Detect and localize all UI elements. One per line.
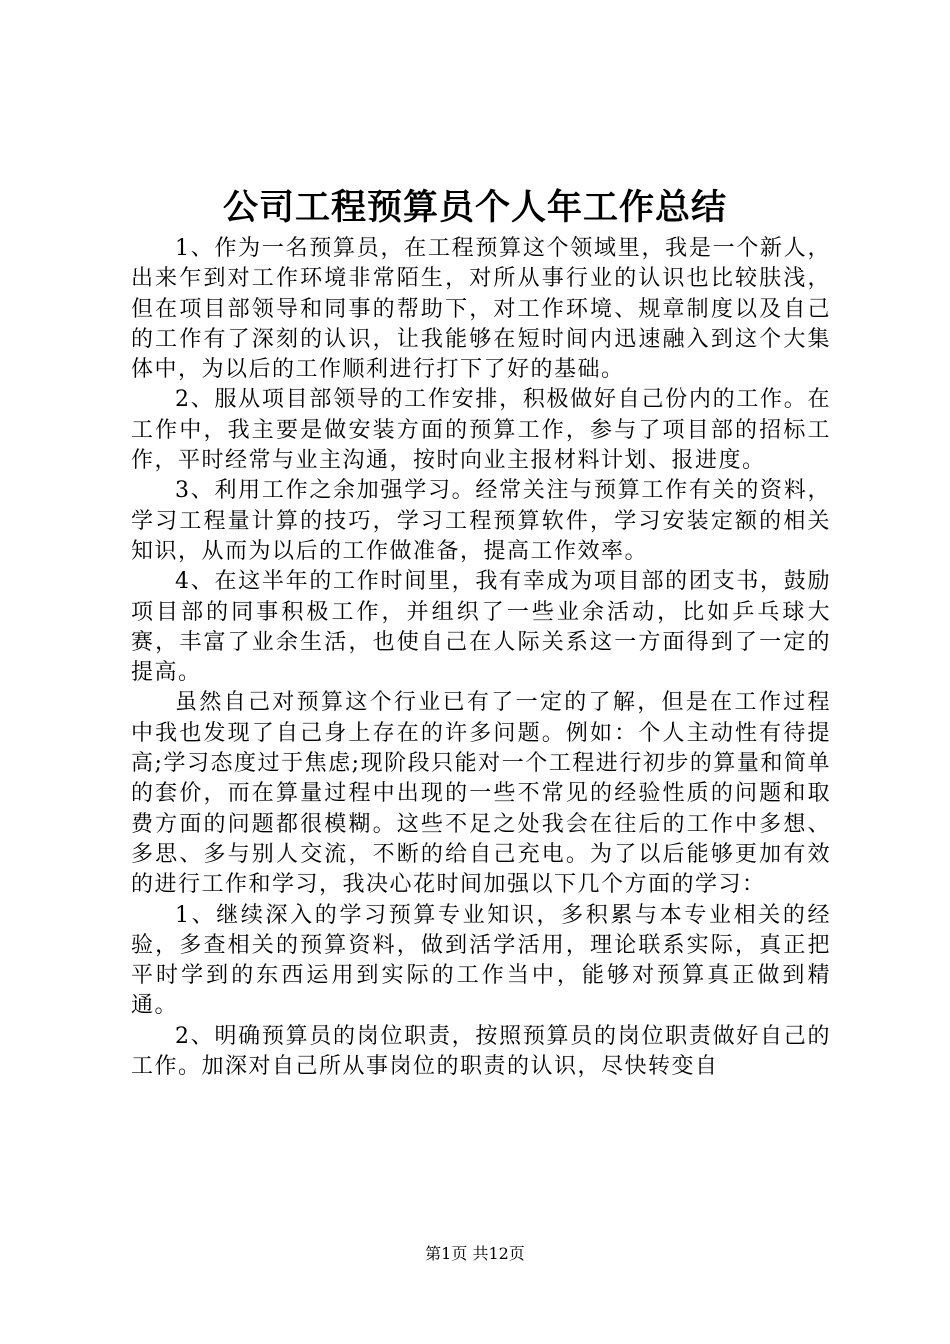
paragraph-3: 3、利用工作之余加强学习。经常关注与预算工作有关的资料，学习工程量计算的技巧，学习工程预算软件，学习安装定额的相关知识，从而为以后的工作做准备，提高工作效率。 — [131, 478, 831, 564]
paragraph-5: 虽然自己对预算这个行业已有了一定的了解，但是在工作过程中我也发现了自己身上存在的许多问题。例如：个人主动性有待提高;学习态度过于焦虑;现阶段只能对一个工程进行初步的算量和简单的套价，而在算量过程中出现的一些不常见的经验性质的问题和取费方面的问题都很模糊。这些不足之处我会在往后的工作中多想、多思、多与别人交流，不断的给自己充电。为了以后能够更加有效的进行工作和学习，我决心花时间加强以下几个方面的学习： — [131, 690, 831, 898]
paragraph-1: 1、作为一名预算员，在工程预算这个领域里，我是一个新人，出来乍到对工作环境非常陌生，对所从事行业的认识也比较肤浅，但在项目部领导和同事的帮助下，对工作环境、规章制度以及自己的工作有了深刻的认识，让我能够在短时间内迅速融入到这个大集体中，为以后的工作顺利进行打下了好的基础。 — [131, 236, 831, 383]
paragraph-4: 4、在这半年的工作时间里，我有幸成为项目部的团支书，鼓励项目部的同事积极工作，并组织了一些业余活动，比如乒乓球大赛，丰富了业余生活，也使自己在人际关系这一方面得到了一定的提高。 — [131, 569, 831, 686]
paragraph-2: 2、服从项目部领导的工作安排，积极做好自己份内的工作。在工作中，我主要是做安装方面的预算工作，参与了项目部的招标工作，平时经常与业主沟通，按时向业主报材料计划、报进度。 — [131, 387, 831, 474]
paragraph-7: 2、明确预算员的岗位职责，按照预算员的岗位职责做好自己的工作。加深对自己所从事岗位的职责的认识，尽快转变自 — [131, 1023, 831, 1080]
page-footer: 第1页 共12页 — [425, 1244, 525, 1263]
paragraph-6: 1、继续深入的学习预算专业知识，多积累与本专业相关的经验，多查相关的预算资料，做到活学活用，理论联系实际，真正把平时学到的东西运用到实际的工作当中，能够对预算真正做到精通。 — [131, 902, 831, 1019]
document-body — [131, 234, 831, 1082]
page-title: 公司工程预算员个人年工作总结 — [222, 187, 727, 228]
